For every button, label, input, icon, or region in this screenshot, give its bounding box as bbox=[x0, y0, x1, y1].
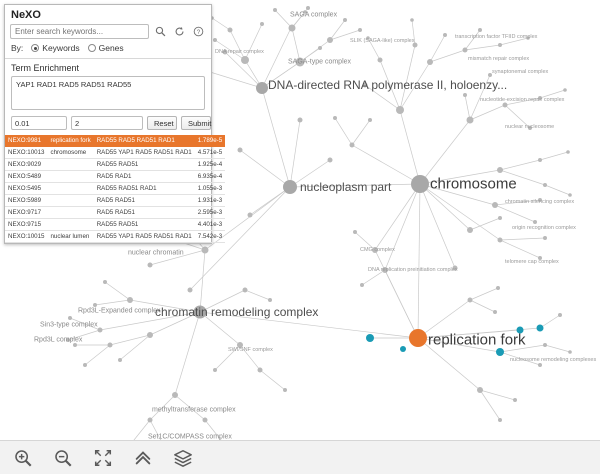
node-label: telomere cap complex bbox=[505, 259, 559, 265]
cell-pvalue: 1.925e-4 bbox=[195, 159, 225, 171]
node-label: nuclear nucleosome bbox=[505, 124, 555, 130]
node-label: origin recognition complex bbox=[512, 225, 576, 231]
cell-term: nuclear lumen bbox=[47, 231, 93, 243]
cell-pvalue: 7.542e-3 bbox=[195, 231, 225, 243]
radio-genes[interactable] bbox=[88, 43, 124, 53]
node-label: replication fork bbox=[428, 331, 526, 349]
nexo-search-panel bbox=[4, 4, 223, 244]
node-label: synaptonemal complex bbox=[492, 69, 549, 75]
cell-genes: RAD5 RAD51 bbox=[94, 195, 195, 207]
by-label: By: bbox=[11, 43, 24, 53]
cell-pvalue: 1.931e-3 bbox=[195, 195, 225, 207]
cell-id: NEXO:9715 bbox=[5, 219, 47, 231]
table-row[interactable] bbox=[5, 159, 225, 171]
cell-genes: RAD5 RAD51 bbox=[94, 207, 195, 219]
cell-pvalue: 4.571e-5 bbox=[195, 147, 225, 159]
cell-term bbox=[47, 195, 93, 207]
zoom-in-icon bbox=[13, 448, 33, 468]
cell-id: NEXO:5989 bbox=[5, 195, 47, 207]
table-row[interactable] bbox=[5, 231, 225, 243]
node-label: mismatch repair complex bbox=[468, 56, 530, 62]
cell-genes: RAD55 RAD5 RAD51 RAD1 bbox=[94, 135, 195, 147]
node-label: chromatin silencing complex bbox=[505, 199, 575, 205]
fit-screen-icon bbox=[93, 448, 113, 468]
gene-list-textarea[interactable] bbox=[11, 76, 205, 110]
collapse-panel-button[interactable] bbox=[132, 447, 154, 469]
svg-text:?: ? bbox=[196, 28, 201, 36]
node-label: DNA replication preinitiation complex bbox=[368, 267, 458, 273]
node-replication-fork[interactable] bbox=[409, 329, 427, 347]
node-label: chromatin remodeling complex bbox=[155, 305, 319, 319]
cell-term bbox=[47, 207, 93, 219]
cell-id: NEXO:9717 bbox=[5, 207, 47, 219]
cell-genes: RAD55 RAD51 bbox=[94, 159, 195, 171]
node-chromosome bbox=[411, 175, 429, 193]
table-row[interactable] bbox=[5, 147, 225, 159]
radio-keywords[interactable] bbox=[31, 43, 79, 53]
enrichment-params-row bbox=[5, 116, 211, 135]
term-enrichment-header: Term Enrichment bbox=[5, 58, 211, 76]
node-label: SLIK (SAGA-like) complex bbox=[350, 38, 415, 44]
node-label: nucleotide-excision repair complex bbox=[480, 97, 565, 103]
cell-term bbox=[47, 183, 93, 195]
node-label: transcription factor TFIID complex bbox=[455, 34, 538, 40]
node-label: CMG complex bbox=[360, 247, 395, 253]
node-label: nucleoplasm part bbox=[300, 180, 392, 194]
pvalue-input[interactable] bbox=[11, 116, 67, 130]
submit-button[interactable]: Submit bbox=[181, 116, 211, 130]
radio-keywords-dot bbox=[31, 44, 39, 52]
node-label: SWI/SNF complex bbox=[228, 347, 273, 353]
layers-button[interactable] bbox=[172, 447, 194, 469]
radio-keywords-label: Keywords bbox=[42, 43, 80, 53]
cell-id: NEXO:9029 bbox=[5, 159, 47, 171]
cell-genes: RAD55 YAP1 RAD5 RAD51 RAD1 bbox=[94, 231, 195, 243]
zoom-in-button[interactable] bbox=[12, 447, 34, 469]
table-row[interactable] bbox=[5, 171, 225, 183]
table-row[interactable] bbox=[5, 183, 225, 195]
highlighted-child-nodes bbox=[366, 325, 544, 357]
zoom-out-button[interactable] bbox=[52, 447, 74, 469]
node-chromatin-remodeling-complex bbox=[194, 306, 207, 319]
cell-term: replication fork bbox=[47, 135, 93, 147]
gene-list-wrap bbox=[5, 76, 211, 116]
search-row bbox=[5, 24, 211, 43]
cell-id: NEXO:9981 bbox=[5, 135, 47, 147]
node-label: Rpd3L-Expanded complex bbox=[78, 307, 161, 315]
table-row[interactable] bbox=[5, 219, 225, 231]
layers-icon bbox=[173, 448, 193, 468]
cell-genes: RAD55 RAD51 bbox=[94, 219, 195, 231]
table-row[interactable] bbox=[5, 135, 225, 147]
refresh-icon[interactable] bbox=[172, 24, 187, 39]
search-by-row bbox=[5, 43, 211, 58]
cell-term bbox=[47, 159, 93, 171]
cell-genes: RAD55 YAP1 RAD5 RAD51 RAD1 bbox=[94, 147, 195, 159]
node-rna-polymerase-ii bbox=[256, 82, 268, 94]
cell-id: NEXO:5495 bbox=[5, 183, 47, 195]
fit-to-screen-button[interactable] bbox=[92, 447, 114, 469]
reset-button[interactable]: Reset bbox=[147, 116, 177, 130]
table-row[interactable] bbox=[5, 195, 225, 207]
radio-genes-dot bbox=[88, 44, 96, 52]
cell-pvalue: 4.401e-3 bbox=[195, 219, 225, 231]
cell-pvalue: 1.055e-3 bbox=[195, 183, 225, 195]
node-nucleoplasm-part bbox=[283, 180, 297, 194]
node-label: chromosome bbox=[430, 175, 517, 193]
collapse-up-icon bbox=[133, 448, 153, 468]
node-label: Sin3-type complex bbox=[40, 321, 98, 329]
node-label: DNA-directed RNA polymerase II, holoenzy... bbox=[268, 78, 508, 92]
help-icon[interactable] bbox=[191, 24, 206, 39]
zoom-out-icon bbox=[53, 448, 73, 468]
node-label: nuclear chromatin bbox=[128, 249, 184, 257]
search-icon[interactable] bbox=[153, 24, 168, 39]
node-label: SAGA complex bbox=[290, 11, 338, 19]
radio-genes-label: Genes bbox=[98, 43, 124, 53]
results-table[interactable] bbox=[5, 135, 225, 243]
node-label: nucleosome remodeling complexes bbox=[510, 357, 597, 363]
bottom-toolbar bbox=[0, 440, 600, 474]
cell-term: chromosome bbox=[47, 147, 93, 159]
cell-pvalue: 2.595e-3 bbox=[195, 207, 225, 219]
panel-title: NeXO bbox=[11, 9, 41, 21]
cell-id: NEXO:10013 bbox=[5, 147, 47, 159]
count-input[interactable] bbox=[71, 116, 143, 130]
cell-pvalue: 6.935e-4 bbox=[195, 171, 225, 183]
cell-term bbox=[47, 219, 93, 231]
cell-term bbox=[47, 171, 93, 183]
cell-genes: RAD5 RAD1 bbox=[94, 171, 195, 183]
search-input[interactable] bbox=[10, 24, 149, 39]
node-label: methyltransferase complex bbox=[152, 406, 236, 414]
node-label: Set1C/COMPASS complex bbox=[148, 433, 232, 441]
cell-pvalue: 1.789e-5 bbox=[195, 135, 225, 147]
cell-genes: RAD55 RAD51 RAD1 bbox=[94, 183, 195, 195]
node-label: Rpd3L complex bbox=[34, 336, 83, 344]
table-row[interactable] bbox=[5, 207, 225, 219]
node-label: DNA repair complex bbox=[215, 49, 264, 55]
cell-id: NEXO:5489 bbox=[5, 171, 47, 183]
cell-id: NEXO:10015 bbox=[5, 231, 47, 243]
node-label: SAGA-type complex bbox=[288, 58, 352, 66]
